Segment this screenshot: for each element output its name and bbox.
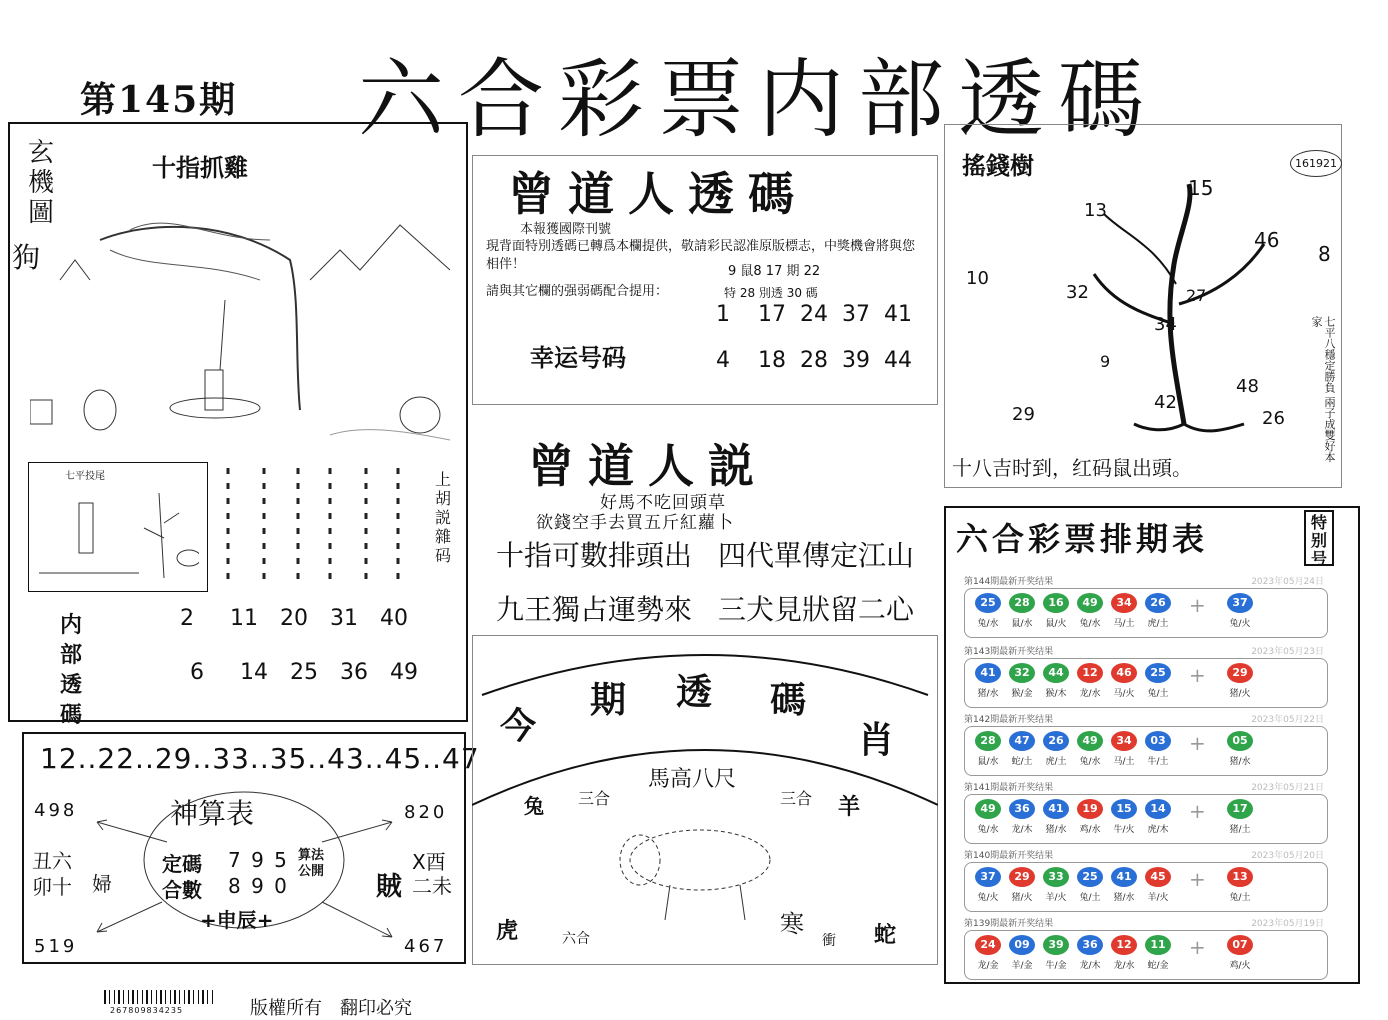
- suanfa-label: 算法公開: [298, 848, 325, 879]
- result-head: 第141期最新开奖结果: [964, 783, 1054, 793]
- ball-label: 羊/金: [1011, 961, 1033, 971]
- result-row: [958, 916, 1348, 980]
- result-row: [958, 574, 1348, 638]
- tree-num: 29: [1012, 404, 1035, 425]
- ball: 36: [1009, 799, 1035, 819]
- result-date: 2023年05月19日: [1251, 919, 1324, 929]
- ball-label: 兔/水: [977, 619, 999, 629]
- qiping-label: 七平投尾: [65, 471, 105, 482]
- ball-label: 羊/火: [1045, 893, 1067, 903]
- ball: 16: [1043, 593, 1069, 613]
- shizhi-label: 十指抓雞: [152, 153, 248, 182]
- tree-num: 27: [1186, 286, 1207, 305]
- ball: 41: [975, 663, 1001, 683]
- neibu-row1: [180, 606, 430, 631]
- tree-num: 15: [1188, 176, 1214, 200]
- ball-label: 鼠/水: [1011, 619, 1033, 629]
- ball: 46: [1111, 663, 1137, 683]
- horse-sketch: [600, 810, 840, 930]
- result-row: [958, 644, 1348, 708]
- ball: 34: [1111, 593, 1137, 613]
- notice2: 現背面特別透碼已轉爲本欄提供，敬請彩民認准原版標志，中獎機會將與您相伴！: [486, 239, 916, 272]
- special-ball-label: 猪/火: [1229, 689, 1251, 699]
- shensuan-bl: 519: [34, 936, 78, 957]
- result-box: [964, 862, 1328, 912]
- sanhe-right: 三合: [780, 789, 813, 808]
- tree-num: 48: [1236, 376, 1259, 397]
- snake-label: 蛇: [874, 922, 897, 948]
- ball-label: 猪/水: [977, 689, 999, 699]
- ball: 39: [1043, 935, 1069, 955]
- tree-num: 8: [1318, 242, 1331, 266]
- ball: 49: [975, 799, 1001, 819]
- ball-label: 猪/火: [1011, 893, 1033, 903]
- result-box: [964, 658, 1328, 708]
- top-nums: 9 鼠8 17 期 22: [728, 264, 821, 279]
- ball: 19: [1077, 799, 1103, 819]
- plus-sign: +: [1189, 935, 1206, 959]
- ball: 09: [1009, 935, 1035, 955]
- ball: 28: [1009, 593, 1035, 613]
- ball-label: 牛/土: [1147, 757, 1169, 767]
- tree-num: 42: [1154, 392, 1177, 413]
- special-ball: 13: [1227, 867, 1253, 887]
- special-ball-label: 鸡/火: [1229, 961, 1251, 971]
- jinqi-char-5: 肖: [858, 719, 895, 761]
- ball-label: 虎/土: [1045, 757, 1067, 767]
- left-hand: 丑六卯十: [32, 849, 72, 899]
- yaoqian-title: 搖錢樹: [962, 151, 1034, 180]
- ball-label: 鼠/火: [1045, 619, 1067, 629]
- qiping-box: [28, 462, 208, 592]
- ball: 14: [1145, 799, 1171, 819]
- special-ball: 29: [1227, 663, 1253, 683]
- special-ball-label: 兔/火: [1229, 619, 1251, 629]
- lucky-num: 28: [800, 348, 828, 373]
- shuo-line1: 好馬不吃回頭草: [600, 493, 726, 513]
- plus-sign: +: [1189, 731, 1206, 755]
- ball: 25: [975, 593, 1001, 613]
- ball-label: 猴/木: [1045, 689, 1067, 699]
- ball: 28: [975, 731, 1001, 751]
- lucky-num: 4: [716, 348, 730, 373]
- neibu-num: 40: [380, 606, 408, 631]
- sheep-label: 羊: [838, 794, 861, 820]
- ball-label: 马/土: [1113, 757, 1135, 767]
- result-head: 第142期最新开奖结果: [964, 715, 1054, 725]
- result-date: 2023年05月20日: [1251, 851, 1324, 861]
- lucky-num: 24: [800, 302, 828, 327]
- neibu-num: 25: [290, 660, 318, 685]
- page-title: 六合彩票内部透碼: [358, 50, 1158, 150]
- poem2: 四代單傳定江山: [718, 539, 915, 572]
- ball: 33: [1043, 867, 1069, 887]
- shuo-title: 曾道人説: [528, 439, 768, 493]
- shensuan-tr: 820: [404, 802, 448, 823]
- neibu-num: 2: [180, 606, 194, 631]
- neibu-num: 11: [230, 606, 258, 631]
- shensuan-tl: 498: [34, 800, 78, 821]
- chong-label: 衝: [822, 933, 836, 949]
- ball: 29: [1009, 867, 1035, 887]
- tree-num: 9: [1100, 352, 1111, 371]
- ball: 34: [1111, 731, 1137, 751]
- ball: 32: [1009, 663, 1035, 683]
- special-ball: 17: [1227, 799, 1253, 819]
- result-date: 2023年05月23日: [1251, 647, 1324, 657]
- ball-label: 猴/金: [1011, 689, 1033, 699]
- xuanji-title: 玄機圖: [28, 138, 55, 228]
- ball: 49: [1077, 593, 1103, 613]
- ball-label: 猪/水: [1113, 893, 1135, 903]
- result-head: 第143期最新开奖结果: [964, 647, 1054, 657]
- lucky-num: 17: [758, 302, 786, 327]
- top-nums2: 特 28 別透 30 碼: [724, 286, 818, 300]
- left-hand2: 婦: [92, 872, 112, 896]
- ball-label: 猪/水: [1045, 825, 1067, 835]
- ball: 36: [1077, 935, 1103, 955]
- special-ball-label: 猪/土: [1229, 825, 1251, 835]
- copyright: 版權所有 翻印必究: [250, 998, 412, 1019]
- neibu-num: 20: [280, 606, 308, 631]
- ball: 44: [1043, 663, 1069, 683]
- yaoqian-badge: 161921: [1290, 150, 1342, 177]
- lucky-num: 44: [884, 348, 912, 373]
- special-ball: 37: [1227, 593, 1253, 613]
- dingma-value: 7 9 5: [228, 848, 289, 872]
- ball: 41: [1111, 867, 1137, 887]
- ball-label: 龙/木: [1079, 961, 1101, 971]
- tree-num: 32: [1066, 282, 1089, 303]
- tree-sketch: [30, 180, 460, 450]
- handwritten-columns: [218, 462, 458, 592]
- yaoqian-caption: 十八吉时到，红码鼠出頭。: [952, 456, 1192, 480]
- result-box: [964, 930, 1328, 980]
- result-box: [964, 794, 1328, 844]
- result-date: 2023年05月21日: [1251, 783, 1324, 793]
- notice1: 本報獲國際刊號: [520, 222, 612, 237]
- yaoqian-side: 七平八穩定勝負 兩子成雙好本家: [1310, 316, 1336, 463]
- ball-label: 兔/土: [1079, 893, 1101, 903]
- shensuan-title: 神算表: [170, 797, 255, 830]
- lucky-num: 1: [716, 302, 730, 327]
- paiqi-title: 六合彩票排期表: [956, 520, 1209, 558]
- jinqi-char-2: 期: [590, 679, 627, 721]
- ball-label: 虎/木: [1147, 825, 1169, 835]
- plus-sign: +: [1189, 593, 1206, 617]
- ball-label: 龙/水: [1079, 689, 1101, 699]
- neibu-num: 14: [240, 660, 268, 685]
- result-box: [964, 588, 1328, 638]
- ball: 25: [1145, 663, 1171, 683]
- tree-num: 10: [966, 268, 989, 289]
- tree-num: 26: [1262, 408, 1285, 429]
- ball-label: 龙/金: [977, 961, 999, 971]
- ball: 24: [975, 935, 1001, 955]
- heshu-label: 合數: [162, 878, 202, 902]
- ball-label: 虎/土: [1147, 619, 1169, 629]
- heshu-value: 8 9 0: [228, 874, 289, 898]
- barcode-number: 267809834235: [110, 1006, 184, 1015]
- ball-label: 龙/木: [1011, 825, 1033, 835]
- ball: 12: [1077, 663, 1103, 683]
- notice3: 請與其它欄的强弱碼配合提用：: [486, 284, 669, 299]
- sanhe-left: 三合: [578, 789, 611, 808]
- result-head: 第144期最新开奖结果: [964, 577, 1054, 587]
- zengdaoren-title: 曾道人透碼: [508, 167, 808, 221]
- result-date: 2023年05月22日: [1251, 715, 1324, 725]
- special-ball-label: 兔/土: [1229, 893, 1251, 903]
- ball: 03: [1145, 731, 1171, 751]
- result-row: [958, 848, 1348, 912]
- ball-label: 鸡/水: [1079, 825, 1101, 835]
- poem4: 三犬見狀留二心: [718, 593, 915, 626]
- ball-label: 蛇/金: [1147, 961, 1169, 971]
- ball-label: 羊/火: [1147, 893, 1169, 903]
- issue-number: 第145期: [80, 79, 238, 121]
- special-ball-label: 猪/水: [1229, 757, 1251, 767]
- ball: 49: [1077, 731, 1103, 751]
- lucky-num: 39: [842, 348, 870, 373]
- ball: 11: [1145, 935, 1171, 955]
- ball: 45: [1145, 867, 1171, 887]
- result-row: [958, 780, 1348, 844]
- lucky-row1: [716, 302, 926, 327]
- special-badge: 特别号: [1304, 510, 1334, 566]
- tree-num: 46: [1254, 228, 1280, 252]
- neibu-num: 31: [330, 606, 358, 631]
- lucky-num: 18: [758, 348, 786, 373]
- result-row: [958, 712, 1348, 776]
- ball-label: 蛇/土: [1011, 757, 1033, 767]
- lucky-num: 41: [884, 302, 912, 327]
- ball: 26: [1043, 731, 1069, 751]
- jinqi-char-4: 碼: [770, 679, 807, 721]
- poem1: 十指可數排頭出: [496, 539, 693, 572]
- money-tree: [944, 124, 1342, 488]
- liuhe-label: 六合: [562, 931, 590, 947]
- result-head: 第139期最新开奖结果: [964, 919, 1054, 929]
- ball: 12: [1111, 935, 1137, 955]
- right-hand2: X酉二未: [412, 850, 452, 898]
- lucky-row2: [716, 348, 926, 373]
- tiger-label: 虎: [496, 918, 519, 944]
- ball-label: 鼠/水: [977, 757, 999, 767]
- ball: 25: [1077, 867, 1103, 887]
- ball: 37: [975, 867, 1001, 887]
- tree-num: 13: [1084, 200, 1107, 221]
- ball-label: 兔/水: [1079, 757, 1101, 767]
- shensuan-numbers: 12..22..29..33..35..43..45..47: [40, 742, 480, 775]
- shenchen-label: +申辰+: [200, 908, 274, 932]
- side-text: 上胡説雜码: [435, 470, 452, 565]
- han-label: 寒: [780, 910, 804, 938]
- tree-num: 34: [1154, 314, 1177, 335]
- ball-label: 马/土: [1113, 619, 1135, 629]
- result-head: 第140期最新开奖结果: [964, 851, 1054, 861]
- neibu-row2: [190, 660, 440, 685]
- neibu-num: 49: [390, 660, 418, 685]
- ball-label: 兔/水: [1079, 619, 1101, 629]
- ball-label: 牛/金: [1045, 961, 1067, 971]
- right-hand: 賊: [376, 872, 403, 902]
- ball-label: 马/火: [1113, 689, 1135, 699]
- ball: 47: [1009, 731, 1035, 751]
- special-ball: 07: [1227, 935, 1253, 955]
- ball-label: 牛/火: [1113, 825, 1135, 835]
- ball-label: 兔/水: [977, 825, 999, 835]
- ball: 26: [1145, 593, 1171, 613]
- result-date: 2023年05月24日: [1251, 577, 1324, 587]
- special-ball: 05: [1227, 731, 1253, 751]
- shuo-line2: 欲錢空手去買五斤紅蘿卜: [536, 513, 734, 533]
- dog-label: 狗: [12, 241, 41, 274]
- shensuan-br: 467: [404, 936, 448, 957]
- ball: 41: [1043, 799, 1069, 819]
- plus-sign: +: [1189, 799, 1206, 823]
- poem3: 九王獨占運勢來: [496, 593, 693, 626]
- neibu-num: 6: [190, 660, 204, 685]
- result-box: [964, 726, 1328, 776]
- ball-label: 兔/土: [1147, 689, 1169, 699]
- neibu-label: 内部透碼: [60, 612, 83, 728]
- plus-sign: +: [1189, 867, 1206, 891]
- ball-label: 龙/水: [1113, 961, 1135, 971]
- jinqi-char-3: 透: [676, 671, 713, 713]
- rabbit-label: 兔: [524, 794, 544, 818]
- neibu-num: 36: [340, 660, 368, 685]
- plus-sign: +: [1189, 663, 1206, 687]
- lucky-label: 幸运号码: [530, 343, 626, 372]
- dingma-label: 定碼: [162, 852, 202, 876]
- lucky-num: 37: [842, 302, 870, 327]
- ball: 15: [1111, 799, 1137, 819]
- ball-label: 兔/火: [977, 893, 999, 903]
- jinqi-char-1: 今: [500, 705, 537, 747]
- horse-text: 馬高八尺: [648, 767, 737, 792]
